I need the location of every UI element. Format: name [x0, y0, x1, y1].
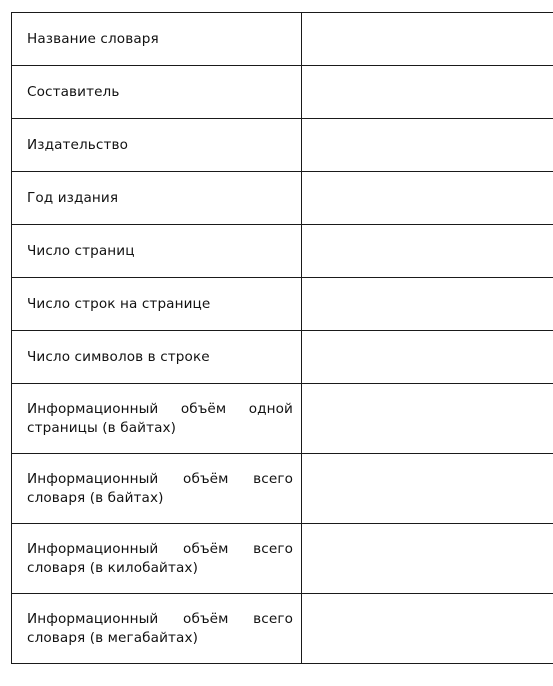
- table-row-dictionary-volume-bytes: [12, 454, 553, 524]
- row-label: Год издания: [12, 172, 302, 225]
- row-label: Число символов в строке: [12, 331, 302, 384]
- table-row-compiler: [12, 66, 553, 119]
- table-row-publication-year: [12, 172, 553, 225]
- row-label: Число строк на странице: [12, 278, 302, 331]
- answer-cell-publication-year[interactable]: [302, 172, 553, 225]
- table-row-lines-per-page: [12, 278, 553, 331]
- answer-cell-lines-per-page[interactable]: [302, 278, 553, 331]
- answer-cell-page-volume-bytes[interactable]: [302, 384, 553, 454]
- answer-cell-chars-per-line[interactable]: [302, 331, 553, 384]
- answer-cell-publisher[interactable]: [302, 119, 553, 172]
- answer-cell-page-count[interactable]: [302, 225, 553, 278]
- answer-cell-compiler[interactable]: [302, 66, 553, 119]
- dictionary-worksheet: [11, 12, 543, 682]
- table-row-dictionary-name: [12, 13, 553, 66]
- table-row-dictionary-volume-kilobytes: [12, 524, 553, 594]
- answer-cell-dictionary-volume-bytes[interactable]: [302, 454, 553, 524]
- row-label: Составитель: [12, 66, 302, 119]
- answer-cell-dictionary-name[interactable]: [302, 13, 553, 66]
- answer-cell-dictionary-volume-kilobytes[interactable]: [302, 524, 553, 594]
- row-label: Информационный объём всего словаря (в байтах): [12, 454, 302, 524]
- row-label: Название словаря: [12, 13, 302, 66]
- answer-cell-dictionary-volume-megabytes[interactable]: [302, 594, 553, 664]
- table-row-publisher: [12, 119, 553, 172]
- row-label: Число страниц: [12, 225, 302, 278]
- row-label: Информационный объём одной страницы (в байтах): [12, 384, 302, 454]
- table-row-page-count: [12, 225, 553, 278]
- table-row-dictionary-volume-megabytes: [12, 594, 553, 664]
- table-row-chars-per-line: [12, 331, 553, 384]
- row-label: Издательство: [12, 119, 302, 172]
- row-label: Информационный объём всего словаря (в килобайтах): [12, 524, 302, 594]
- table-row-page-volume-bytes: [12, 384, 553, 454]
- dictionary-info-table: [11, 12, 553, 664]
- row-label: Информационный объём всего словаря (в мегабайтах): [12, 594, 302, 664]
